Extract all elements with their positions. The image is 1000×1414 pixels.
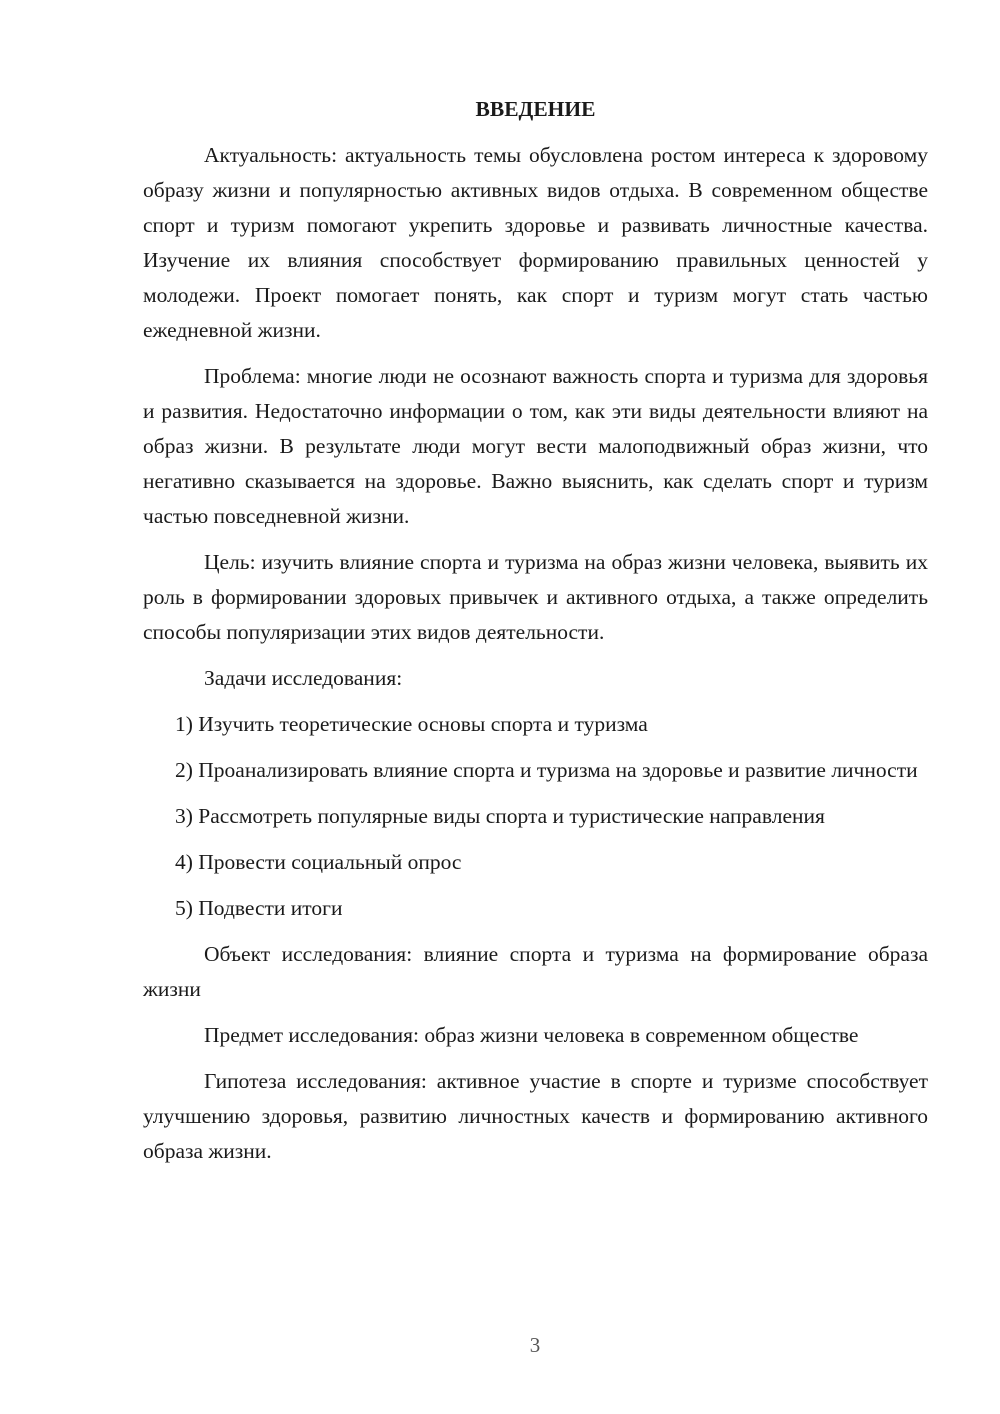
task-item-4: 4) Провести социальный опрос [175, 850, 462, 874]
task-item-5: 5) Подвести итоги [175, 896, 343, 920]
tasks-heading: Задачи исследования: [204, 666, 403, 690]
page-title: ВВЕДЕНИЕ [475, 97, 596, 121]
task-item-2: 2) Проанализировать влияние спорта и туризма на здоровье и развитие личности [175, 758, 918, 782]
subject-paragraph: Предмет исследования: образ жизни человека в современном обществе [204, 1023, 859, 1047]
object-paragraph: Объект исследования: влияние спорта и туризма на формирование образа жизни [143, 942, 928, 1001]
task-item-1: 1) Изучить теоретические основы спорта и туризма [175, 712, 648, 736]
document-page [143, 92, 928, 1180]
goal-paragraph: Цель: изучить влияние спорта и туризма на образ жизни человека, выявить их роль в формировании здоровых привычек и активного отдыха, а также определить способы популяризации этих видов деятельности. [143, 550, 928, 644]
task-item-3: 3) Рассмотреть популярные виды спорта и туристические направления [175, 804, 825, 828]
problem-paragraph: Проблема: многие люди не осознают важность спорта и туризма для здоровья и развития. Недостаточно информации о том, как эти виды деятельности влияют на образ жизни. В результате люди могут вести малоподвижный образ жизни, что негативно сказывается на здоровье. Важно выяснить, как сделать спорт и туризм частью повседневной жизни. [143, 364, 928, 528]
relevance-paragraph: Актуальность: актуальность темы обусловлена ростом интереса к здоровому образу жизни и популярностью активных видов отдыха. В современном обществе спорт и туризм помогают укрепить здоровье и развивать личностные качества. Изучение их влияния способствует формированию правильных ценностей у молодежи. Проект помогает понять, как спорт и туризм могут стать частью ежедневной жизни. [143, 143, 928, 342]
page-number: 3 [529, 1333, 541, 1357]
hypothesis-paragraph: Гипотеза исследования: активное участие в спорте и туризме способствует улучшению здоровья, развитию личностных качеств и формированию активного образа жизни. [143, 1069, 928, 1163]
